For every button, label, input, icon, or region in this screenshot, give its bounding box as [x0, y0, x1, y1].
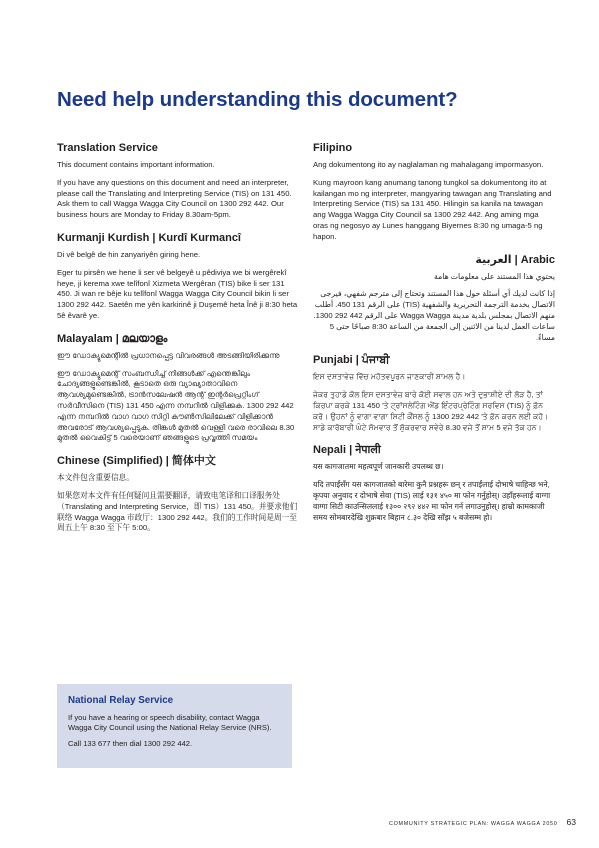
section-paragraph: يحتوي هذا المستند على معلومات هامة	[434, 271, 555, 281]
section-heading: Filipino	[313, 142, 353, 154]
section-heading: Arabic | العربية	[475, 253, 555, 266]
section-punjabi	[313, 354, 555, 433]
page-number: 63	[566, 817, 576, 827]
section-paragraph: 本文件包含重要信息。	[57, 473, 134, 483]
right-column	[313, 142, 555, 534]
left-column	[57, 142, 299, 545]
section-paragraph: यस कागजातमा महत्वपूर्ण जानकारी उपलब्ध छ।	[313, 462, 444, 472]
section-paragraph: إذا كانت لديك أي أسئلة حول هذا المستند وتحتاج إلى مترجم شفهي، فيرجى الاتصال بخدمة الترجمة التحريرية والشفهية (TIS) على الرقم 131 450. أطلب منهم الاتصال بمجلس بلدية مدينة Wagga Wagga على الرقم 442 292 1300. ساعات العمل لدينا من الاثنين إلى الجمعة من الساعة 8:30 صباحًا حتى 5 مساءً.	[313, 289, 555, 342]
section-paragraph: Ang dokumentong ito ay naglalaman ng mahalagang impormasyon.	[313, 160, 544, 169]
section-paragraph: 如果您对本文件有任何疑问且需要翻译，请致电笔译和口译服务处（Translating and Interpreting Service，即 TIS）131 450。并要求他们联络 Wagga Wagga 市政厅：1300 292 442。我们的工作时间是周一至周五上午 8:30 至下午 5:00。	[57, 490, 298, 533]
section-kurmanji-kurdish	[57, 232, 299, 322]
relay-paragraph: Call 133 677 then dial 1300 292 442.	[68, 739, 193, 749]
section-malayalam	[57, 333, 299, 444]
relay-heading: National Relay Service	[68, 695, 174, 706]
section-heading: Malayalam | മലയാളം	[57, 332, 168, 345]
page-footer	[300, 817, 576, 827]
section-heading: Nepali | नेपाली	[313, 444, 381, 457]
section-paragraph: This document contains important information.	[57, 160, 215, 169]
section-arabic	[313, 254, 555, 344]
footer-title: COMMUNITY STRATEGIC PLAN: WAGGA WAGGA 2050	[389, 821, 558, 827]
page-title: Need help understanding this document?	[57, 88, 458, 111]
section-paragraph: यदि तपाईंसँग यस कागजातको बारेमा कुनै प्रश्नहरू छन् र तपाईंलाई दोभाषे चाहिन्छ भने, कृपया अनुवाद र दोभाषे सेवा (TIS) लाई १३१ ४५० मा फोन गर्नुहोस्। उहाँहरूलाई वाग्गा वाग्गा सिटी काउन्सिललाई १३०० २९२ ४४२ मा फोन गर्न लगाउनुहोस्। हाम्रो कामकाजी समय सोमबारदेखि शुक्रबार बिहान ८.३० देखि साँझ ५ बजेसम्म हो।	[313, 480, 551, 522]
section-paragraph: ਜੇਕਰ ਤੁਹਾਡੇ ਕੋਲ ਇਸ ਦਸਤਾਵੇਜ਼ ਬਾਰੇ ਕੋਈ ਸਵਾਲ ਹਨ ਅਤੇ ਦੁਭਾਸ਼ੀਏ ਦੀ ਲੋੜ ਹੈ, ਤਾਂ ਕਿਰਪਾ ਕਰਕੇ 131 450 'ਤੇ ਟ੍ਰਾਂਸਲੇਟਿੰਗ ਐਂਡ ਇੰਟਰਪ੍ਰੇਟਿੰਗ ਸਰਵਿਸ (TIS) ਨੂੰ ਫ਼ੋਨ ਕਰੋ। ਉਹਨਾਂ ਨੂੰ ਵਾਗਾ ਵਾਗਾ ਸਿਟੀ ਕੌਂਸਲ ਨੂੰ 1300 292 442 'ਤੇ ਫ਼ੋਨ ਕਰਨ ਲਈ ਕਹੋ। ਸਾਡੇ ਕਾਰੋਬਾਰੀ ਘੰਟੇ ਸੋਮਵਾਰ ਤੋਂ ਸ਼ੁੱਕਰਵਾਰ ਸਵੇਰੇ 8.30 ਵਜੇ ਤੋਂ ਸ਼ਾਮ 5 ਵਜੇ ਤੱਕ ਹਨ।	[313, 390, 549, 432]
section-paragraph: ഈ ഡോക്യുമെന്റിൽ പ്രധാനപ്പെട്ട വിവരങ്ങൾ അടങ്ങിയിരിക്കുന്നു	[57, 350, 280, 360]
section-heading: Kurmanji Kurdish | Kurdî Kurmancî	[57, 231, 241, 244]
section-filipino	[313, 142, 555, 243]
national-relay-service-box	[57, 684, 292, 768]
section-translation-service	[57, 142, 299, 221]
section-heading: Translation Service	[57, 142, 158, 154]
section-heading: Chinese (Simplified) | 简体中文	[57, 455, 216, 468]
section-paragraph: Di vê belgê de hin zanyariyên giring hene.	[57, 249, 201, 259]
section-paragraph: ਇਸ ਦਸਤਾਵੇਜ਼ ਵਿੱਚ ਮਹੱਤਵਪੂਰਨ ਜਾਣਕਾਰੀ ਸ਼ਾਮਲ ਹੈ।	[313, 372, 466, 382]
section-chinese-simplified	[57, 455, 299, 534]
section-paragraph: ഈ ഡോക്യുമെന്റ് സംബന്ധിച്ച് നിങ്ങൾക്ക് എന്തെങ്കിലും ചോദ്യങ്ങളുണ്ടെങ്കിൽ, കൂടാതെ ഒരു വ്യാഖ്യാതാവിനെ ആവശ്യമുണ്ടെങ്കിൽ, ട്രാൻസലേഷൻ ആന്റ് ഇന്റർപ്രെറ്റിംഗ് സർവീസിനെ (TIS) 131 450 എന്ന നമ്പറിൽ വിളിക്കുക. 1300 292 442 എന്ന നമ്പറിൽ വാഗ വാഗ സിറ്റി കൗൺസിലിലേക്ക് വിളിക്കാൻ അവരോട് ആവശ്യപ്പെടുക. തിങ്കൾ മുതൽ വെള്ളി വരെ രാവിലെ 8.30 മുതൽ വൈകിട്ട് 5 വരെയാണ് ഞങ്ങളുടെ പ്രവൃത്തി സമയം	[57, 368, 295, 443]
section-paragraph: Eger tu pirsên we hene li ser vê belgeyê u pêdiviya we bi wergêrekî heye, ji kerema xwe telîfonî Xizmeta Wergêran (TIS) bike li ser 131 450. Ji wan re bêje ku telîfonî Wagga Wagga City Council bikin li ser 1300 292 442. Saetên me yên karkirinê ji Duşemê heta Înê ji 8:30 heta 5ê êvarê ye.	[57, 267, 298, 320]
section-paragraph: Kung mayroon kang anumang tanong tungkol sa dokumentong ito at kailangan mo ng interpreter, mangyaring tawagan ang Translating and Interpreting Service (TIS) sa 131 450. Hilingin sa kanila na tawagan ang Wagga Wagga City Council sa 1300 292 442. Ang aming mga oras ng negosyo ay Lunes hanggang Biyernes 8:30 ng umaga-5 ng hapon.	[313, 177, 552, 241]
section-heading: Punjabi | ਪੰਜਾਬੀ	[313, 354, 390, 367]
section-paragraph: If you have any questions on this document and need an interpreter, please call the Translating and Interpreting Service (TIS) on 131 450. Ask them to call Wagga Wagga City Council on 1300 292 442. Our business hours are Monday to Friday 8.30am-5pm.	[57, 177, 292, 220]
relay-paragraph: If you have a hearing or speech disability, contact Wagga Wagga City Council using the National Relay Service (NRS).	[68, 713, 272, 733]
section-nepali	[313, 444, 555, 523]
